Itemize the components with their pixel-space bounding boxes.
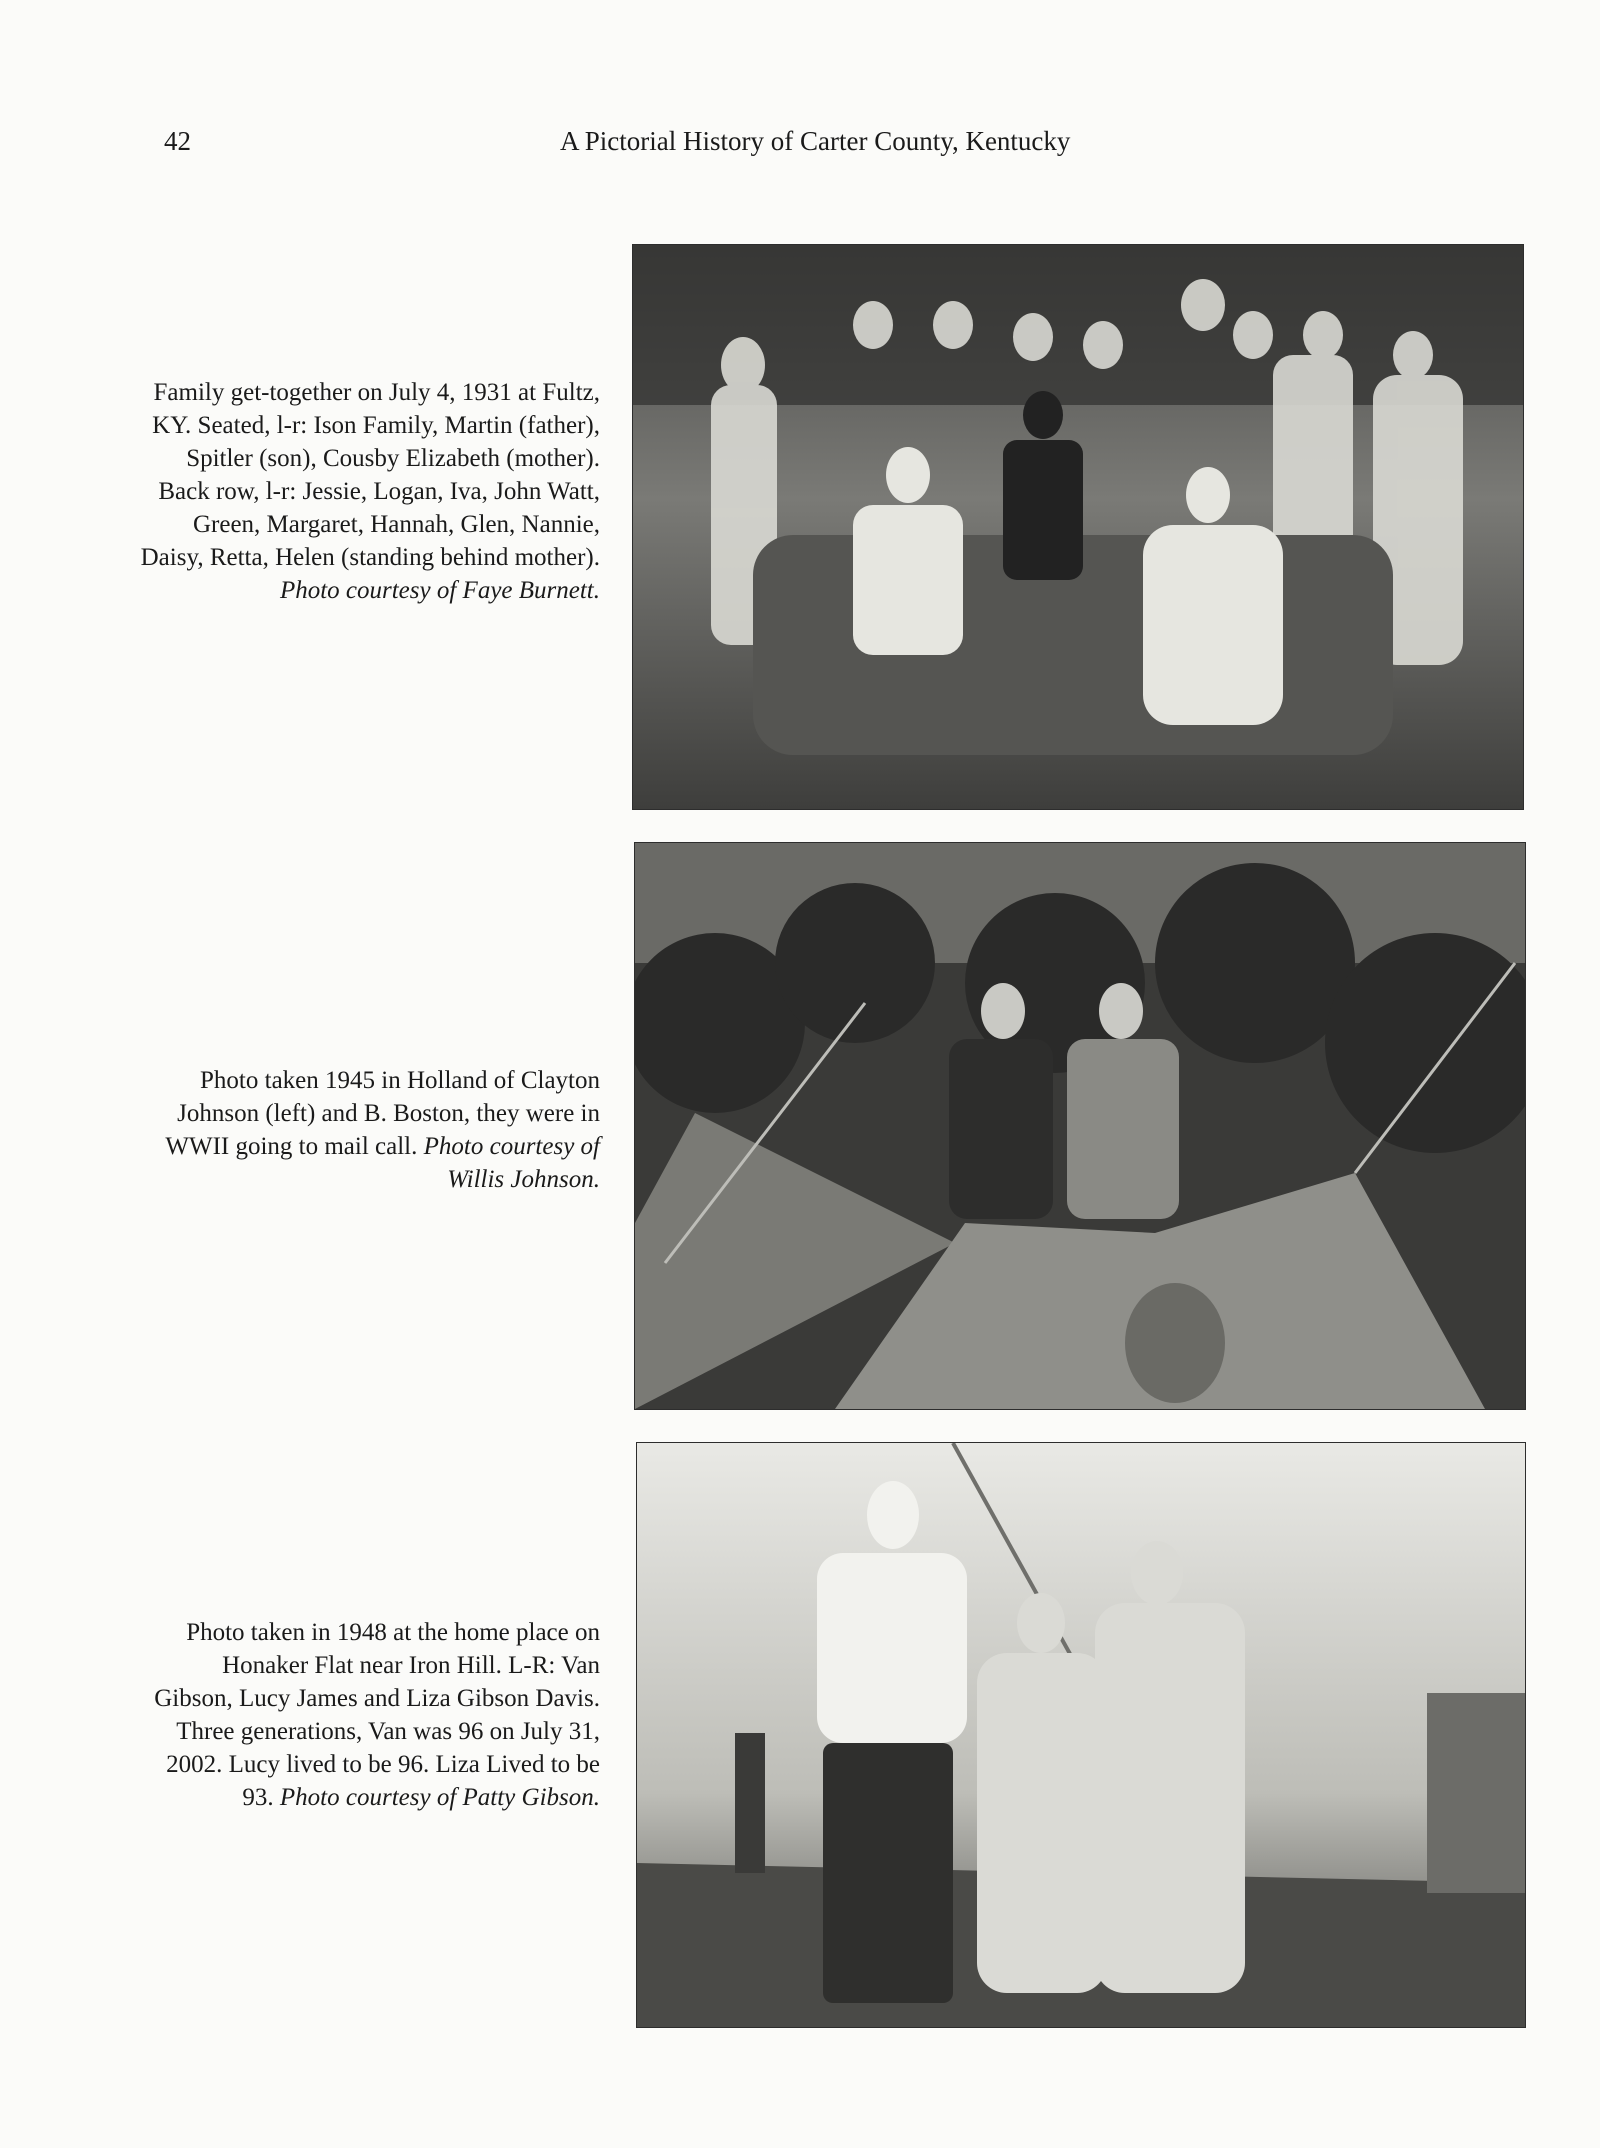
photo-soldiers-tent: [634, 842, 1526, 1410]
photo-caption-holland-1945: [140, 1064, 600, 1196]
photo-credit: Photo courtesy of Patty Gibson.: [279, 1784, 600, 1811]
caption-text: Photo taken in 1948 at the home place on Honaker Flat near Iron Hill. L-R: Van Gibson, Lucy James and Liza Gibson Davis. Three generations, Van was 96 on July 31, 2002. Lucy lived to be 96. Liza Lived to be 93.: [154, 1619, 600, 1811]
running-header: A Pictorial History of Carter County, Kentucky: [560, 126, 1071, 156]
photo-caption-family-gathering: [140, 376, 600, 607]
photo-credit: Photo courtesy of Willis Johnson.: [423, 1133, 600, 1193]
photo-credit: Photo courtesy of Faye Burnett.: [279, 577, 600, 604]
photo-three-generations: [636, 1442, 1526, 2028]
caption-text: Family get-together on July 4, 1931 at Fultz, KY. Seated, l-r: Ison Family, Martin (father), Spitler (son), Cousby Elizabeth (mother). Back row, l-r: Jessie, Logan, Iva, John Watt, Green, Margaret, Hannah, Glen, Nannie, Daisy, Retta, Helen (standing behind mother).: [140, 379, 600, 571]
page-number: 42: [164, 126, 191, 156]
photo-family-gathering: [632, 244, 1524, 810]
caption-text: Photo taken 1945 in Holland of Clayton Johnson (left) and B. Boston, they were in WWII going to mail call.: [165, 1067, 600, 1160]
photo-caption-honaker-flat-1948: [140, 1616, 600, 1814]
